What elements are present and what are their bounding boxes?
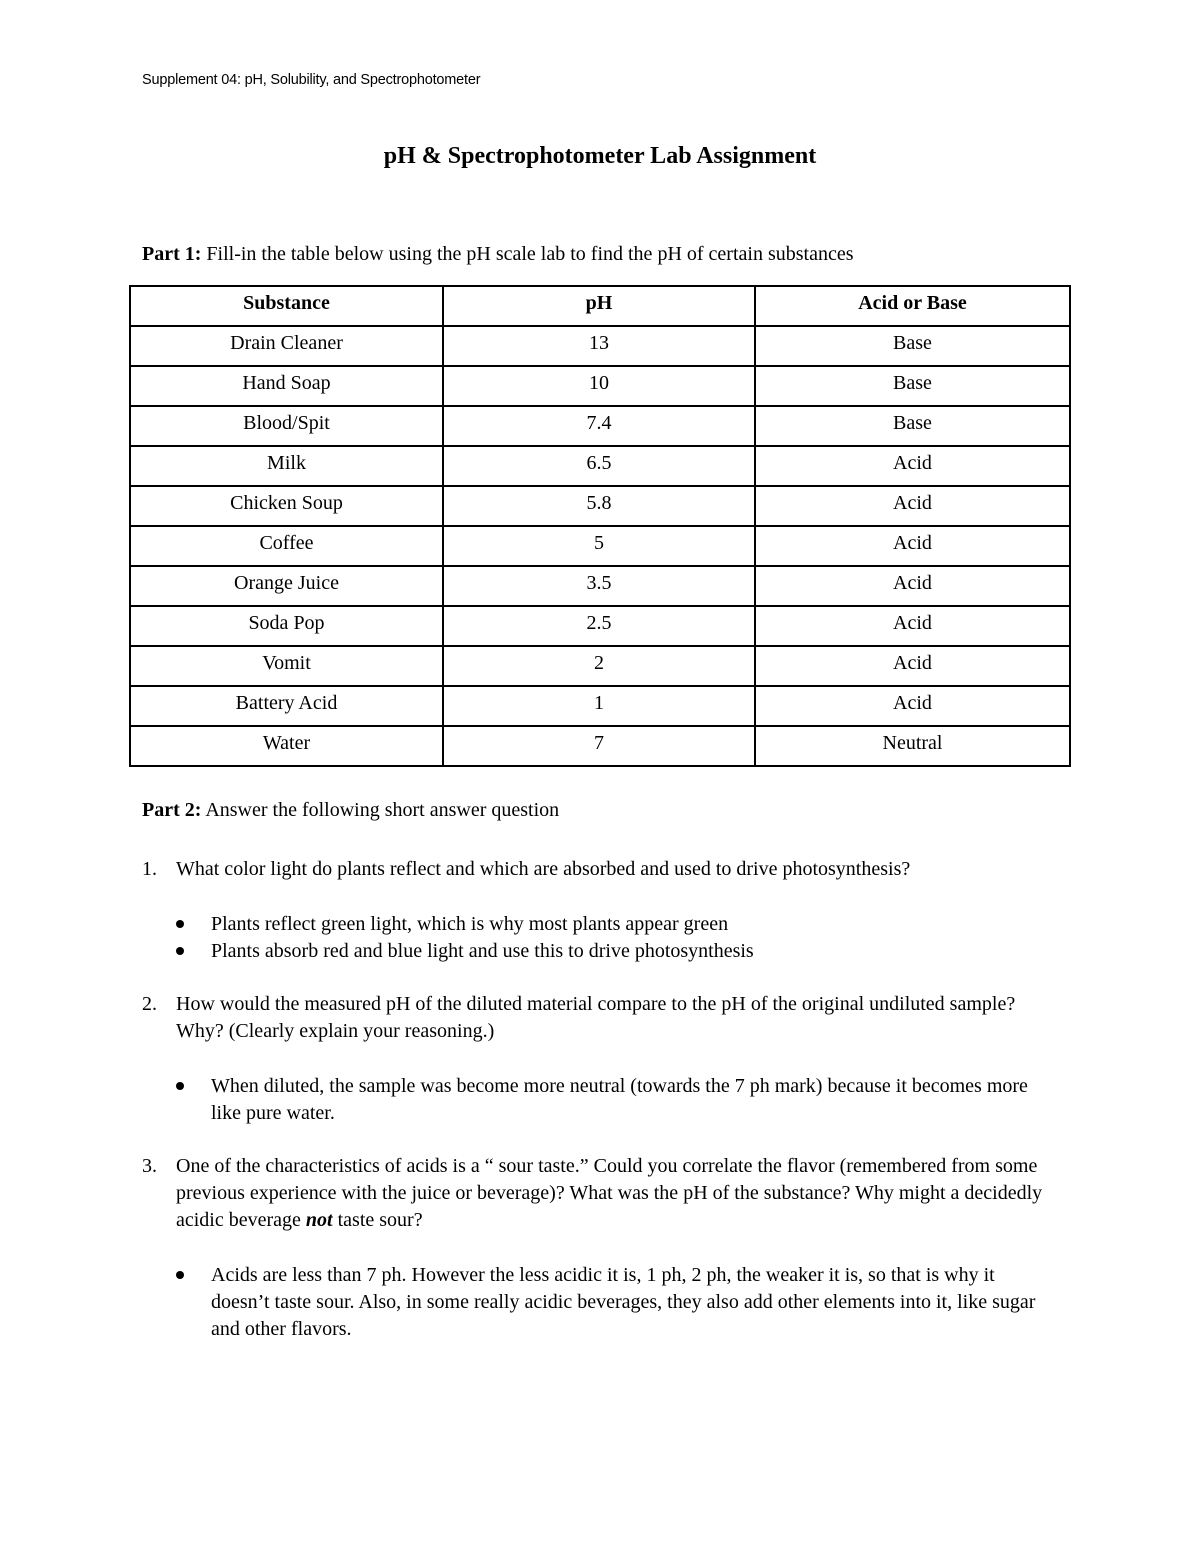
- substance-cell: Milk: [130, 446, 443, 486]
- question-text-after: taste sour?: [332, 1209, 423, 1231]
- part2-label: Part 2:: [142, 799, 202, 821]
- substance-cell: Battery Acid: [130, 686, 443, 726]
- question-1: [142, 856, 1062, 883]
- question-number: 1.: [142, 858, 157, 880]
- table-row: [130, 446, 1070, 486]
- substance-cell: Water: [130, 726, 443, 766]
- table-header-row: [130, 286, 1070, 326]
- acid-base-cell: Acid: [755, 486, 1070, 526]
- bullet-icon: [176, 1271, 184, 1279]
- substance-cell: Blood/Spit: [130, 406, 443, 446]
- acid-base-cell: Base: [755, 326, 1070, 366]
- answer-text: Plants absorb red and blue light and use this to drive photosynthesis: [211, 940, 754, 962]
- acid-base-cell: Acid: [755, 566, 1070, 606]
- part2-text: Answer the following short answer question: [201, 799, 560, 821]
- answer-list-1: [175, 911, 1055, 965]
- substance-cell: Soda Pop: [130, 606, 443, 646]
- list-item: [175, 1262, 1055, 1343]
- question-number: 3.: [142, 1155, 157, 1177]
- table-row: [130, 366, 1070, 406]
- acid-base-cell: Base: [755, 406, 1070, 446]
- table-row: [130, 726, 1070, 766]
- ph-cell: 7: [443, 726, 755, 766]
- question-3: [142, 1153, 1062, 1234]
- acid-base-cell: Acid: [755, 646, 1070, 686]
- column-header-ph: pH: [443, 286, 755, 326]
- column-header-acid-or-base: Acid or Base: [755, 286, 1070, 326]
- ph-cell: 1: [443, 686, 755, 726]
- table-row: [130, 686, 1070, 726]
- acid-base-cell: Acid: [755, 686, 1070, 726]
- ph-cell: 2: [443, 646, 755, 686]
- substance-cell: Coffee: [130, 526, 443, 566]
- list-item: [175, 938, 1055, 965]
- list-item: [175, 1073, 1055, 1127]
- ph-cell: 3.5: [443, 566, 755, 606]
- answer-text: Plants reflect green light, which is why most plants appear green: [211, 913, 729, 935]
- substance-cell: Orange Juice: [130, 566, 443, 606]
- ph-cell: 2.5: [443, 606, 755, 646]
- table-row: [130, 526, 1070, 566]
- table-row: [130, 606, 1070, 646]
- bullet-icon: [176, 920, 184, 928]
- ph-cell: 5: [443, 526, 755, 566]
- question-text: What color light do plants reflect and which are absorbed and used to drive photosynthesis?: [176, 858, 911, 880]
- page-header: Supplement 04: pH, Solubility, and Spectrophotometer: [142, 72, 481, 88]
- acid-base-cell: Base: [755, 366, 1070, 406]
- page-title: pH & Spectrophotometer Lab Assignment: [383, 143, 817, 169]
- question-2: [142, 991, 1062, 1045]
- list-item: [175, 911, 1055, 938]
- ph-cell: 7.4: [443, 406, 755, 446]
- substance-cell: Vomit: [130, 646, 443, 686]
- acid-base-cell: Acid: [755, 606, 1070, 646]
- part2-instructions: [142, 799, 559, 822]
- ph-cell: 10: [443, 366, 755, 406]
- substance-cell: Chicken Soup: [130, 486, 443, 526]
- table-row: [130, 326, 1070, 366]
- acid-base-cell: Neutral: [755, 726, 1070, 766]
- column-header-substance: Substance: [130, 286, 443, 326]
- acid-base-cell: Acid: [755, 446, 1070, 486]
- answer-list-2: [175, 1073, 1055, 1127]
- question-text-before: One of the characteristics of acids is a “ sour taste.” Could you correlate the flavor (remembered from some previous experience with the juice or beverage)? What was the pH of the substance? Why might a decidedly acidic beverage: [176, 1155, 1043, 1231]
- table-row: [130, 646, 1070, 686]
- acid-base-cell: Acid: [755, 526, 1070, 566]
- answer-text: When diluted, the sample was become more neutral (towards the 7 ph mark) because it becomes more like pure water.: [211, 1075, 1028, 1124]
- ph-table: [129, 285, 1071, 767]
- ph-cell: 5.8: [443, 486, 755, 526]
- bullet-icon: [176, 947, 184, 955]
- table-row: [130, 486, 1070, 526]
- substance-cell: Hand Soap: [130, 366, 443, 406]
- substance-cell: Drain Cleaner: [130, 326, 443, 366]
- table-row: [130, 566, 1070, 606]
- bullet-icon: [176, 1082, 184, 1090]
- answer-text: Acids are less than 7 ph. However the less acidic it is, 1 ph, 2 ph, the weaker it is, so that is why it doesn’t taste sour. Also, in some really acidic beverages, they also add other elements into it, like sugar and other flavors.: [211, 1264, 1036, 1340]
- question-number: 2.: [142, 993, 157, 1015]
- part1-instructions: [142, 243, 853, 266]
- ph-cell: 6.5: [443, 446, 755, 486]
- table-row: [130, 406, 1070, 446]
- emphasis-not: not: [305, 1209, 333, 1231]
- part1-label: Part 1:: [142, 243, 202, 265]
- question-text: How would the measured pH of the diluted material compare to the pH of the original undiluted sample? Why? (Clearly explain your reasoning.): [176, 993, 1016, 1042]
- part1-text: Fill-in the table below using the pH scale lab to find the pH of certain substances: [201, 243, 854, 265]
- answer-list-3: [175, 1262, 1055, 1343]
- question-text: [176, 1153, 1062, 1234]
- ph-cell: 13: [443, 326, 755, 366]
